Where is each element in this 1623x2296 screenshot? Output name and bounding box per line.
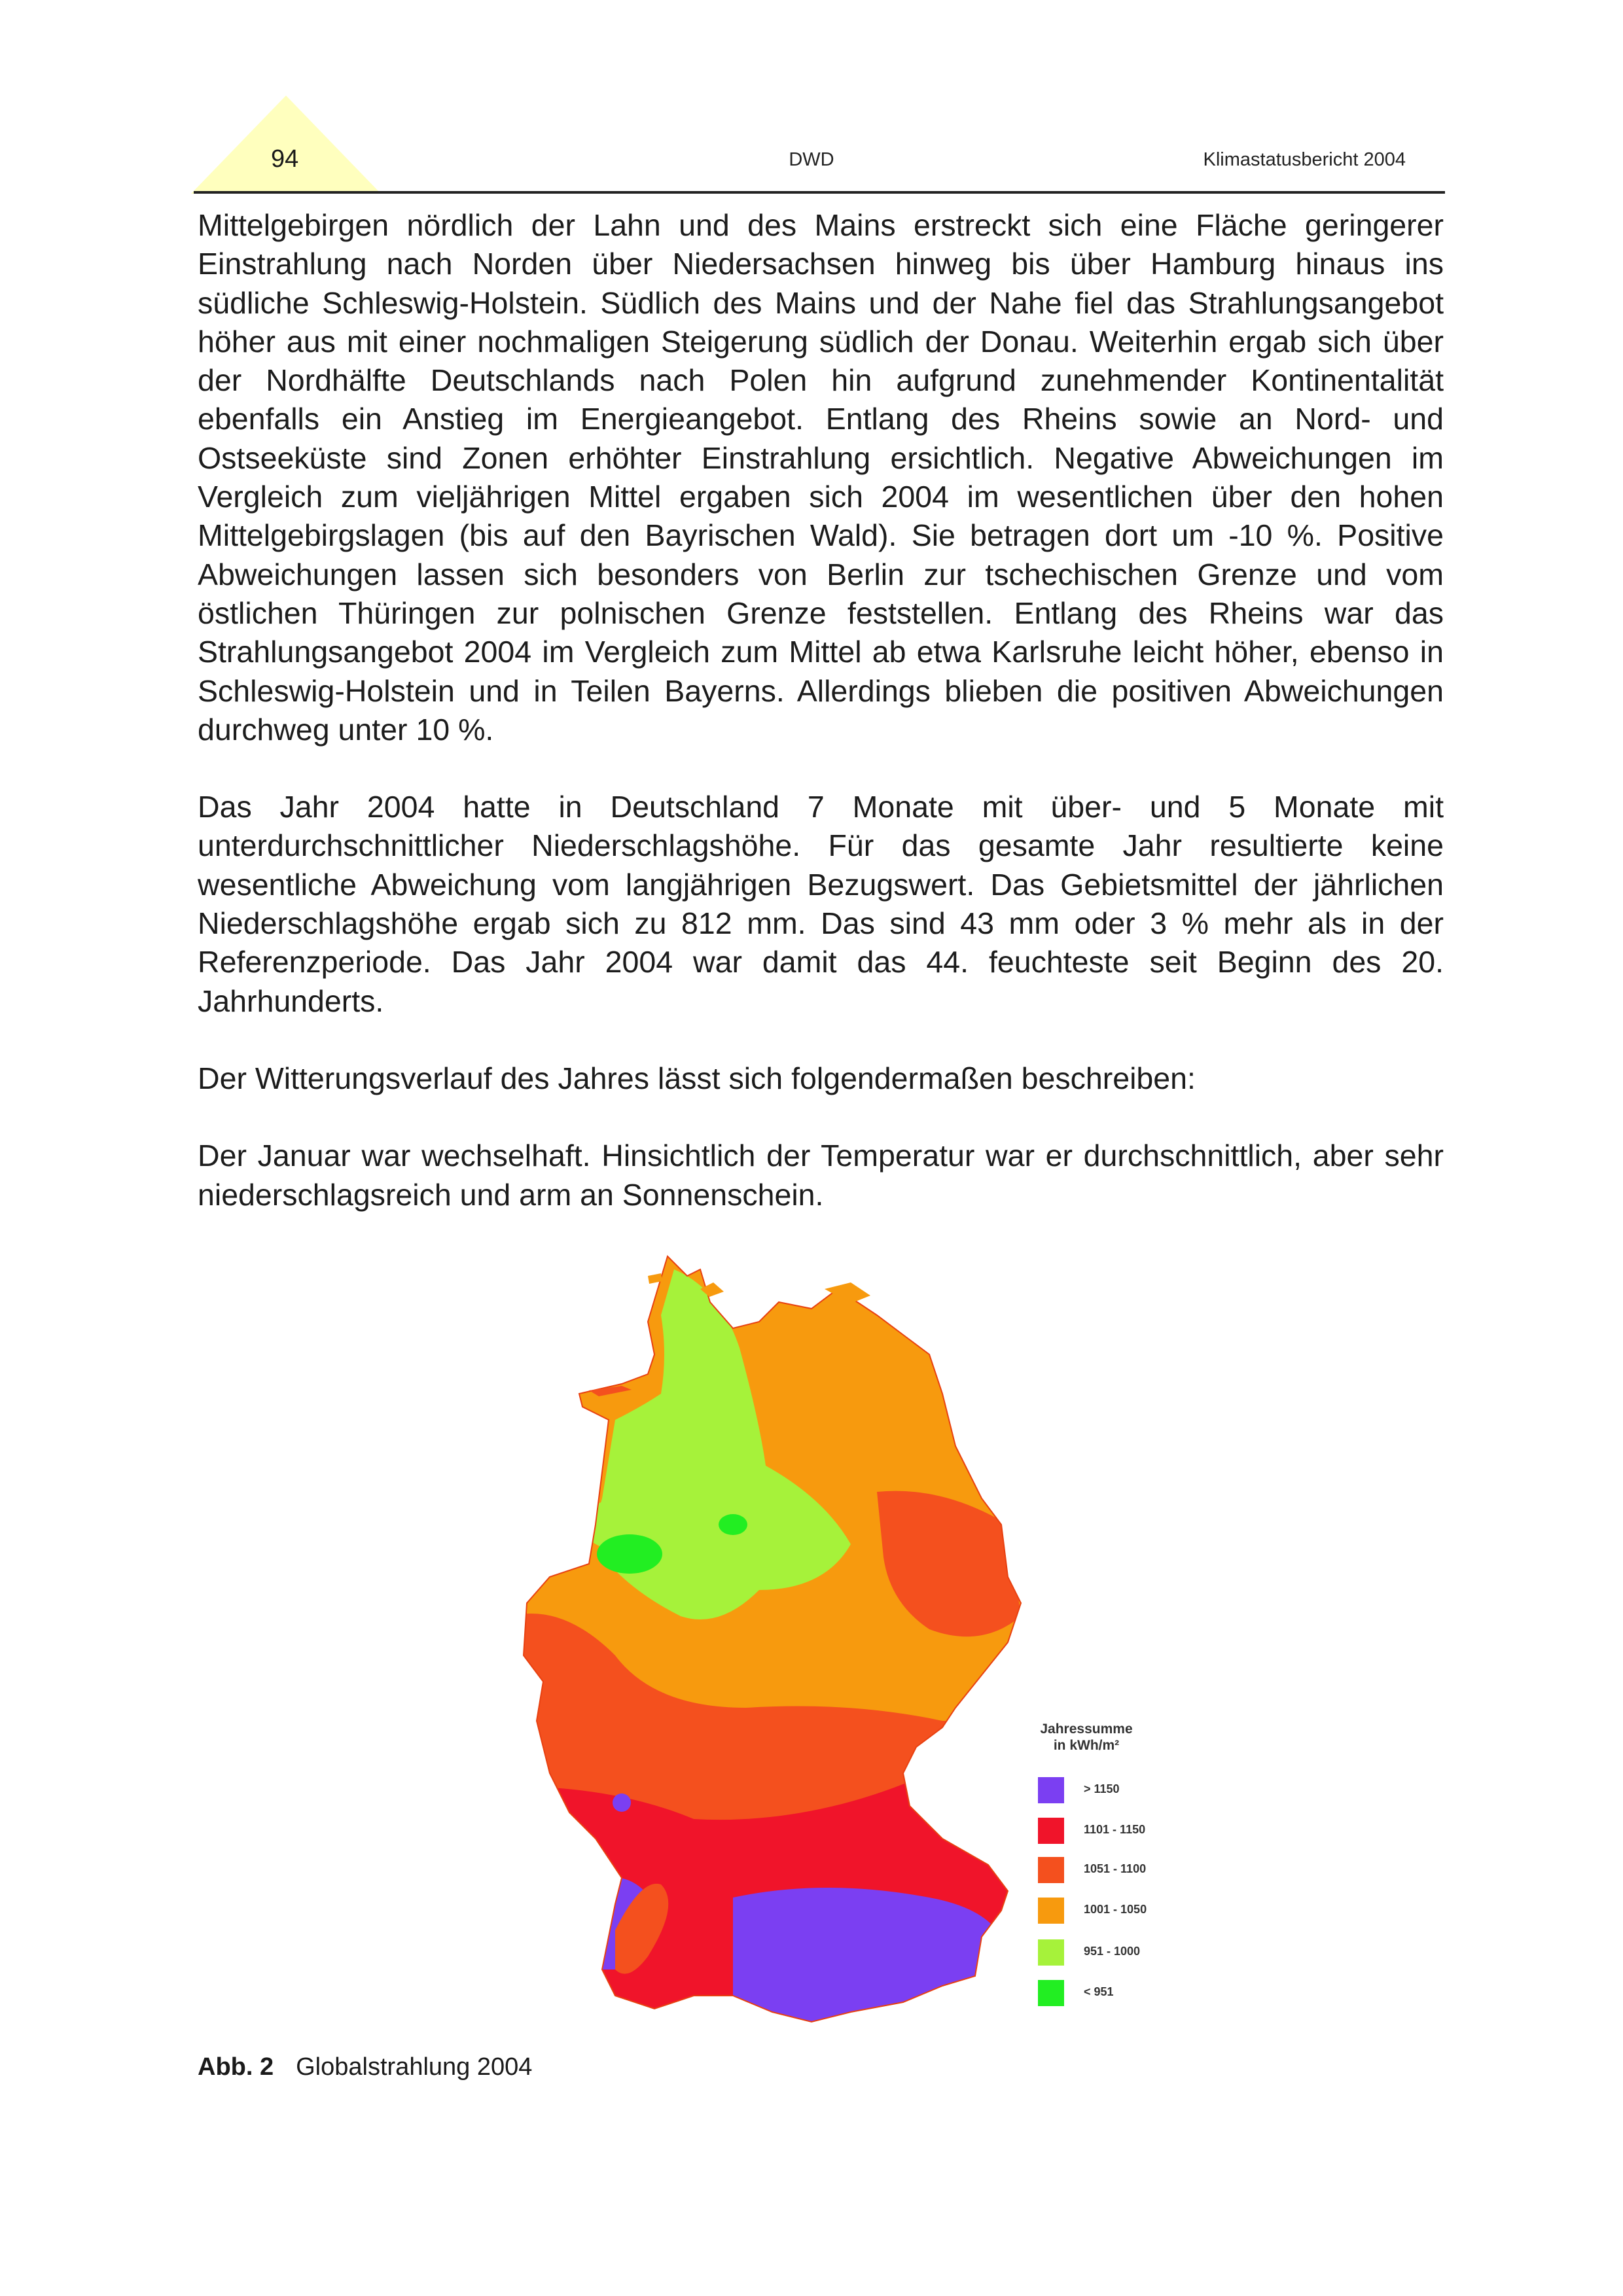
legend-label: 1051 - 1100 [1084,1862,1147,1875]
figure-map [484,1250,1165,2048]
legend-item [1038,1777,1182,1803]
header-rule [194,191,1445,194]
caption-label: Abb. 2 [198,2053,274,2081]
caption-text: Globalstrahlung 2004 [296,2053,533,2081]
germany-radiation-map [484,1250,1165,2048]
page-number: 94 [271,145,299,173]
legend-swatch [1038,1857,1064,1883]
legend-item [1038,1857,1182,1883]
paragraph-january: Der Januar war wechselhaft. Hinsichtlich der Temperatur war er durchschnittlich, aber sehr niederschlagsreich und arm an Sonnenschein. [198,1139,1444,1212]
legend-title-line2: in kWh/m² [1053,1738,1120,1753]
legend-label: < 951 [1084,1985,1114,1998]
legend-swatch [1038,1818,1064,1844]
paragraph-radiation: Mittelgebirgen nördlich der Lahn und des Mains erstreckt sich eine Fläche geringerer Einstrahlung nach Norden über Niedersachsen hinweg bis über Hamburg hinaus ins südliche Schleswig-Holstein. Südlich des Mains und der Nahe fiel das Strahlungsangebot höher aus mit einer nochmaligen Steigerung südlich der Donau. Weiterhin ergab sich über der Nordhälfte Deutschlands nach Polen hin aufgrund zunehmender Kontinentalität ebenfalls ein Anstieg im Energieangebot. Entlang des Rheins sowie an Nord- und Ostseeküste sind Zonen erhöhter Einstrahlung ersichtlich. Negative Abweichungen im Vergleich zum vieljährigen Mittel ergaben sich 2004 im wesentlichen über den hohen Mittelgebirgslagen (bis auf den Bayrischen Wald). Sie betragen dort um -10 %. Positive Abweichungen lassen sich besonders von Berlin zur tschechischen Grenze und vom östlichen Thüringen zur polnischen Grenze feststellen. Entlang des Rheins war das Strahlungsangebot 2004 im Vergleich zum Mittel ab etwa Karlsruhe leicht höher, ebenso in Schleswig-Holstein und in Teilen Bayerns. Allerdings blieben die positiven Abweichungen durchweg unter 10 %. [198,208,1444,747]
legend-label: > 1150 [1084,1782,1120,1795]
legend-item [1038,1898,1182,1924]
legend-label: 1101 - 1150 [1084,1823,1146,1836]
legend-swatch [1038,1939,1064,1966]
paragraph-weather-intro: Der Witterungsverlauf des Jahres lässt sich folgendermaßen beschreiben: [198,1061,1196,1095]
legend-title [1021,1721,1152,1754]
body-text [198,206,1444,1253]
page-number-triangle [191,96,381,194]
header-publisher: DWD [789,149,834,170]
legend-title-line1: Jahressumme [1040,1722,1133,1737]
figure-caption [198,2053,532,2081]
legend-item [1038,1980,1182,2006]
legend-label: 1001 - 1050 [1084,1903,1147,1916]
legend-swatch [1038,1777,1064,1803]
paragraph-precipitation: Das Jahr 2004 hatte in Deutschland 7 Monate mit über- und 5 Monate mit unterdurchschnittlicher Niederschlagshöhe. Für das gesamte Jahr resultierte keine wesentliche Abweichung vom langjährigen Bezugswert. Das Gebietsmittel der jährlichen Niederschlagshöhe ergab sich zu 812 mm. Das sind 43 mm oder 3 % mehr als in der Referenzperiode. Das Jahr 2004 war damit das 44. feuchteste seit Beginn des 20. Jahrhunderts. [198,790,1444,1018]
legend-swatch [1038,1898,1064,1924]
legend-swatch [1038,1980,1064,2006]
legend-label: 951 - 1000 [1084,1945,1141,1958]
legend-item [1038,1818,1182,1844]
header-report-title: Klimastatusbericht 2004 [1203,149,1406,170]
legend-item [1038,1939,1182,1966]
